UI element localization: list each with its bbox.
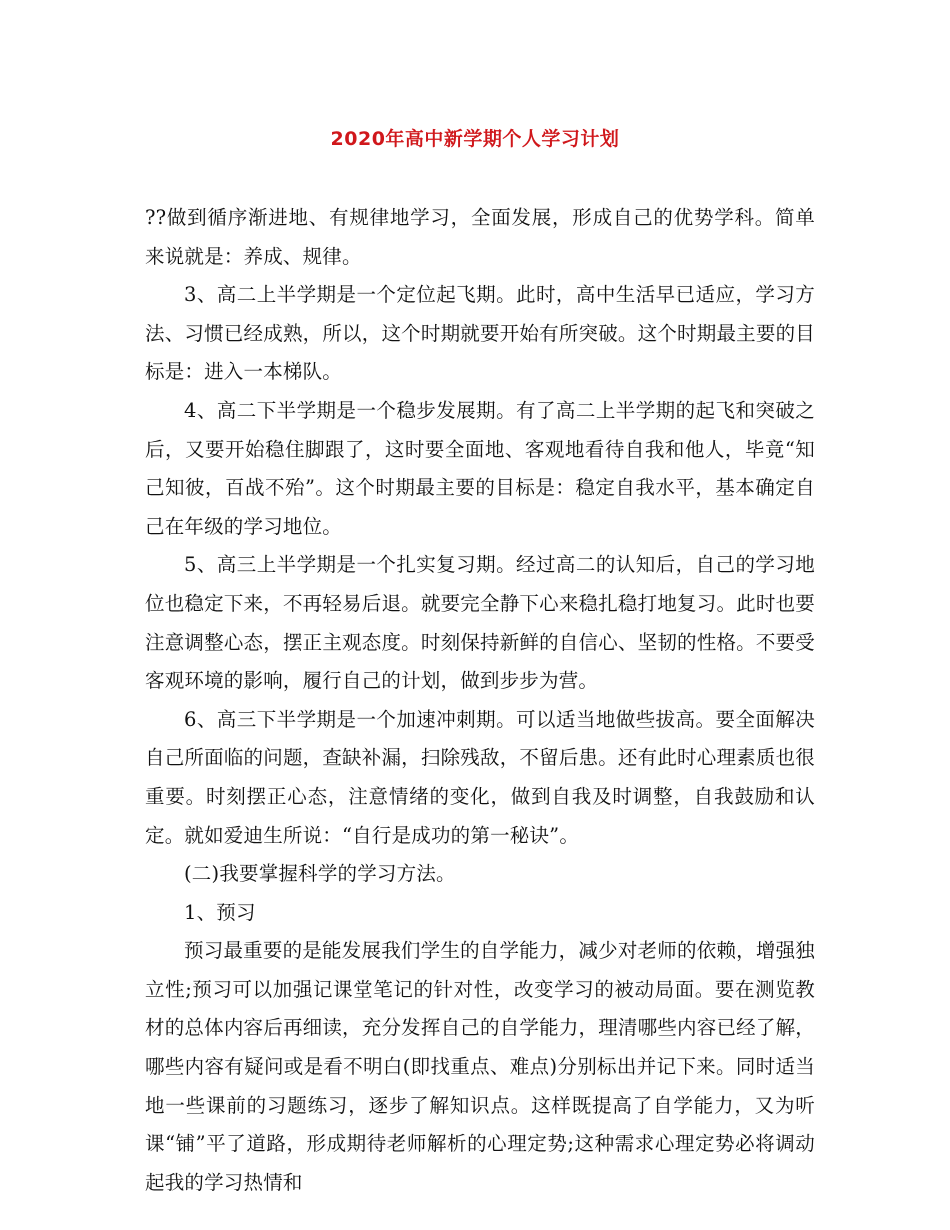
paragraph-7: 预习最重要的是能发展我们学生的自学能力，减少对老师的依赖，增强独立性;预习可以加强记课堂笔记的针对性，改变学习的被动局面。要在测览教材的总体内容后再细读，充分发挥自己的自学能力，理清哪些内容已经了解，哪些内容有疑问或是看不明白(即找重点、难点)分别标出并记下来。同时适当地一些课前的习题练习，逐步了解知识点。这样既提高了自学能力，又为听课“铺”平了道路，形成期待老师解析的心理定势;这种需求心理定势必将调动起我的学习热情和 (145, 939, 815, 1194)
paragraph-3: 5、高三上半学期是一个扎实复习期。经过高二的认知后，自己的学习地位也稳定下来，不再轻易后退。就要完全静下心来稳扎稳打地复习。此时也要注意调整心态，摆正主观态度。时刻保持新鲜的自信心、坚韧的性格。不要受客观环境的影响，履行自己的计划，做到步步为营。 (145, 553, 815, 693)
paragraph-6: 1、预习 (184, 900, 256, 924)
paragraph-1: 3、高二上半学期是一个定位起飞期。此时，高中生活早已适应，学习方法、习惯已经成熟，所以，这个时期就要开始有所突破。这个时期最主要的目标是：进入一本梯队。 (145, 283, 815, 384)
paragraph-2: 4、高二下半学期是一个稳步发展期。有了高二上半学期的起飞和突破之后，又要开始稳住脚跟了，这时要全面地、客观地看待自我和他人，毕竟“知己知彼，百战不殆”。这个时期最主要的目标是：稳定自我水平，基本确定自己在年级的学习地位。 (145, 398, 815, 538)
paragraph-0: ??做到循序渐进地、有规律地学习，全面发展，形成自己的优势学科。简单来说就是：养成、规律。 (145, 206, 815, 268)
paragraph-4: 6、高三下半学期是一个加速冲刺期。可以适当地做些拔高。要全面解决自己所面临的问题，查缺补漏，扫除残敌，不留后患。还有此时心理素质也很重要。时刻摆正心态，注意情绪的变化，做到自我及时调整，自我鼓励和认定。就如爱迪生所说：“自行是成功的第一秘诀”。 (145, 707, 815, 847)
document-title: 2020年高中新学期个人学习计划 (330, 128, 620, 150)
paragraph-5: (二)我要掌握科学的学习方法。 (184, 862, 456, 886)
document-body (145, 199, 815, 1202)
